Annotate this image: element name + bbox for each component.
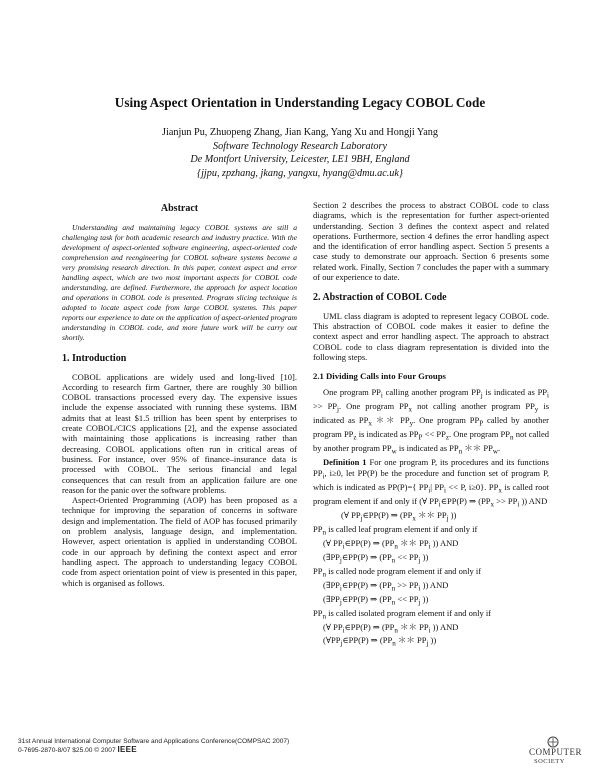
- node-definition: $PP_n$ is called node program element if and only if: [313, 565, 482, 579]
- computer-society-logo: [523, 736, 583, 770]
- footer-copyright: 0-7695-2870-8/07 $25.00 © 2007 IEEE: [18, 745, 137, 755]
- leaf-definition: $PP_n$ is called leaf program element if and only if: [313, 523, 478, 537]
- footer: [18, 738, 289, 756]
- leaf-condition-2: ($\exists PP_j\in PP(P)$ ⇒ ($PP_n << PP_j$ )): [323, 551, 429, 565]
- isolated-definition: $PP_n$ is called isolated program element if and only if: [313, 607, 492, 621]
- right-column: [313, 200, 549, 649]
- isolated-condition-1: (∀ $PP_i\in PP(P)$ ⇒ ($PP_n$ ＊＊ $PP_i$ )) AND: [323, 621, 459, 635]
- author-university: De Montfort University, Leicester, LE1 9BH, England: [190, 154, 410, 166]
- node-condition-2: ($\exists PP_j\in PP(P)$ ⇒ ($PP_n << PP_j$ )): [323, 593, 429, 607]
- intro-paragraph-2: Aspect-Oriented Programming (AOP) has been proposed as a technique for improving the separation of concerns in software design and implementation. The field of AOP has focused primarily on problem analysis, language design, and implementation. However, aspect orientation is applied in understanding COBOL code in our approach by defining the context aspect and error handling aspect. The approach to understanding legacy COBOL code from aspect orientation point of view is presented in this paper, which is organised as follows.: [62, 495, 297, 588]
- author-emails: {jjpu, zpzhang, jkang, yangxu, hyang@dmu.ac.uk}: [197, 167, 403, 179]
- logo-name: COMPUTER: [529, 747, 583, 757]
- author-lab: Software Technology Research Laboratory: [212, 140, 388, 152]
- author-names: Jianjun Pu, Zhuopeng Zhang, Jian Kang, Yang Xu and Hongji Yang: [162, 127, 438, 138]
- intro-paragraph-1: COBOL applications are widely used and long-lived [10]. According to research firm Gartner, there are roughly 30 billion COBOL transactions processed every day. The expensive issues include the expense associated with running these systems. IBM admits that at least $1.5 trillion has been spent by enterprises to create COBOL/CICS applications [2], and the expense associated with maintaining those applications is increasing rather than decreasing. COBOL applications often run in critical areas of business. For instance, over 95% of finance–insurance data is processed with COBOL. The serious financial and legal consequences that can result from an application failure are one reason for the panic over the software problems.: [62, 371, 297, 495]
- abstract-heading: Abstract: [160, 203, 199, 214]
- intro-outline-paragraph: Section 2 describes the process to abstract COBOL code to class diagrams, which is the representation for further aspect-oriented understanding. Section 3 defines the context aspect and related operations. Furthermore, section 4 defines the error handling aspect and the identification of error handling aspect. Section 5 presents a case study to demonstrate our approach. Section 6 presents some related work. Finally, Section 7 concludes the paper with a summary of our experience to date.: [313, 200, 549, 283]
- intro-heading: 1. Introduction: [62, 353, 127, 365]
- subsection-heading: 2.1 Dividing Calls into Four Groups: [313, 371, 446, 382]
- definition-label: Definition 1: [323, 457, 367, 468]
- definition-1: Definition 1 For one program P, its procedures and its functions $PP_i$, i≥0, let PP(P) be the procedure and function set of program P, which is indicated as PP(P)={ $PP_i|$ $PP_i << P$, i≥0}. $PP_x$ is called root program element if and only if (∀ $PP_i\in PP(P)$ ⇒ ($PP_x >> PP_i$ )) AND: [313, 457, 549, 509]
- abstract-text: Understanding and maintaining legacy COBOL systems are still a challenging task for both academic research and industry practice. With the development of aspect-oriented software engineering, aspect-oriented code comprehension and reengineering for COBOL software systems become a very promising research direction. In this paper, context aspect and error handling aspect, which are two most important aspects for COBOL code understanding, are defined. Furthermore, the approach for aspect location and operations in COBOL code is presented. Program slicing technique is adopted to locate aspect code from large COBOL systems. This paper reports our experience to date on the application of aspect-oriented program understanding in COBOL code, and more future work will be carry out shortly.: [62, 223, 297, 343]
- root-condition-2: (∀ $PP_j\in PP(P)$ ⇒ ($PP_x$ ＊＊ $PP_j$ )): [341, 509, 457, 523]
- logo-sub: SOCIETY: [534, 758, 565, 765]
- leaf-condition-1: (∀ $PP_i\in PP(P)$ ⇒ ($PP_n$ ＊＊ $PP_i$ )) AND: [323, 537, 459, 551]
- footer-conference: 31st Annual International Computer Software and Applications Conference(COMPSAC 2007): [18, 738, 290, 745]
- isolated-condition-2: ($\forall PP_j\in PP(P)$ ⇒ ($PP_n$ ＊＊ $PP_j$ )): [323, 635, 437, 649]
- section2-heading: 2. Abstraction of COBOL Code: [313, 292, 447, 304]
- left-column: [62, 200, 297, 588]
- node-condition-1: ($\exists PP_i\in PP(P)$ ⇒ ($PP_n >> PP_i$ )) AND: [323, 579, 449, 593]
- paper-title: Using Aspect Orientation in Understanding Legacy COBOL Code: [114, 95, 486, 110]
- section2-paragraph: UML class diagram is adopted to represent legacy COBOL code. This abstraction of COBOL code makes it easier to define the context aspect and error handling aspect. The approach to abstract COBOL code to class diagram representation is divided into the following steps.: [313, 310, 549, 362]
- ieee-logo-text: IEEE: [117, 745, 137, 755]
- author-block: [0, 126, 600, 180]
- calls-paragraph: One program $PP_i$ calling another program $PP_j$ is indicated as $PP_i >> PP_j$. One program $PP_x$ not calling another program $PP_y$ is indicated as $PP_x$ ＊＊ $PP_y$. One program $PP_P$ called by another program $PP_z$ is indicated as $PP_P << PP_z$. One program $PP_n$ not called by another program $PP_w$ is indicated as $PP_n$ ＊＊ $PP_w$.: [313, 387, 550, 457]
